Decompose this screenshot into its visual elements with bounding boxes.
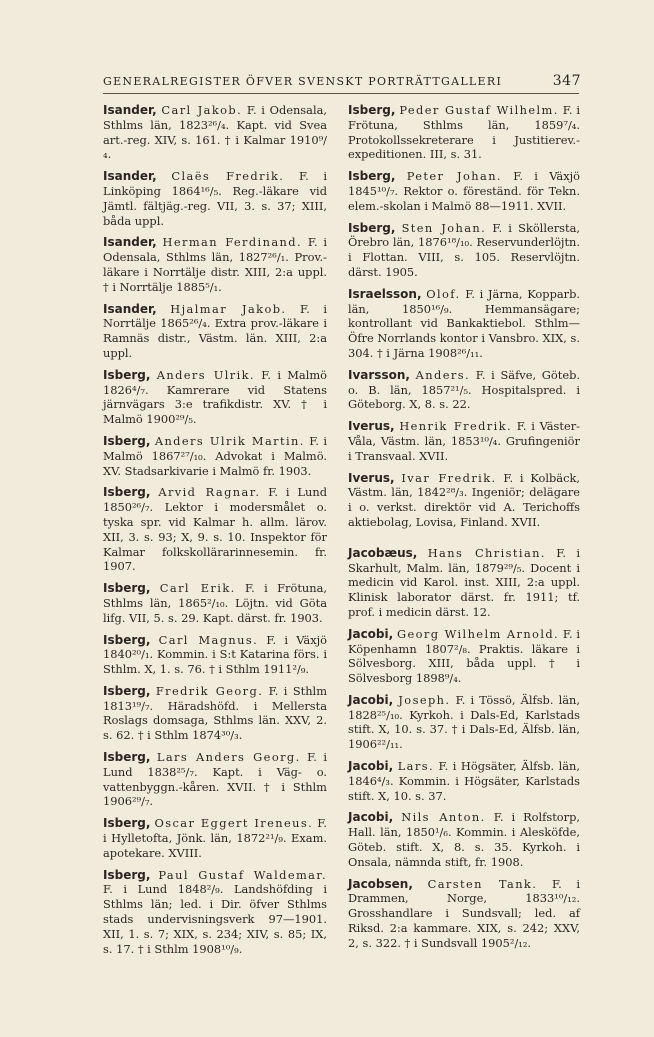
entry-surname: Jacobæus, [348, 545, 418, 560]
register-entry [103, 684, 327, 743]
register-entry [348, 471, 580, 530]
register-entry [103, 816, 327, 860]
entry-surname: Isberg, [103, 632, 151, 647]
entry-text: F. i Kolbäck, Västm. län, 1842²⁸/₃. Ingeniör; delägare i o. verkst. direktör vid A. Terichoffs aktiebolag, Lovisa, Finland. XVII. [348, 470, 581, 529]
register-entry [103, 368, 327, 427]
entry-text: F. i Malmö 1826⁴/₇. Kamrerare vid Statens järnvägars 3:e trafikdistr. XV. † i Malmö 1900²⁹/₅. [103, 367, 328, 427]
entry-given-names: Olof. [426, 286, 461, 301]
running-title: GENERALREGISTER ÖFVER SVENSKT PORTRÄTTGALLERI [103, 75, 503, 88]
entry-surname: Isberg, [103, 581, 151, 596]
register-entry [348, 103, 580, 162]
register-entry [103, 235, 327, 294]
entry-surname: Isberg, [103, 367, 151, 382]
entry-surname: Isberg, [103, 750, 151, 765]
entry-text: F. i Rolfstorp, Hall. län, 1850¹/₆. Kommin. i Alesköfde, Göteb. stift. X, 8. s. 35. Kyrkoh. i Onsala, nämnda stift, fr. 1908. [348, 810, 581, 869]
entry-surname: Jacobi, [348, 759, 394, 774]
register-entry [103, 868, 327, 957]
entry-text: F. i Sthlm 1813¹⁹/₇. Häradshöfd. i Mellersta Roslags domsaga, Sthlms län. XXV, 2. s. 62. † i Sthlm 1874³⁰/₃. [103, 683, 328, 743]
entry-surname: Ivarsson, [348, 367, 410, 382]
entry-given-names: Carl Magnus. [158, 632, 259, 647]
entry-surname: Isberg, [103, 485, 151, 500]
entry-surname: Isberg, [103, 433, 151, 448]
entry-given-names: Herman Ferdinand. [162, 235, 302, 250]
register-entry [348, 693, 580, 752]
entry-given-names: Anders. [415, 367, 470, 382]
entry-text: F. i Linköping 1864¹⁶/₅. Reg.-läkare vid Jämtl. fältjäg.-reg. VII, 3. s. 37; XIII, båda uppl. [103, 169, 327, 228]
entry-given-names: Peter Johan. [406, 169, 502, 184]
entry-text: F. i Växjö 1845¹⁰/₇. Rektor o. föreständ. för Tekn. elem.-skolan i Malmö 88—1911. XVII. [348, 169, 581, 213]
entry-given-names: Fredrik Georg. [155, 683, 264, 698]
entry-given-names: Claës Fredrik. [171, 169, 285, 184]
entry-given-names: Carsten Tank. [427, 876, 538, 891]
entry-given-names: Sten Johan. [401, 220, 487, 235]
entry-given-names: Arvid Ragnar. [158, 485, 261, 500]
register-entry [103, 633, 327, 677]
register-entry [103, 302, 327, 361]
entry-given-names: Hjalmar Jakob. [170, 301, 287, 316]
entry-surname: Isberg, [348, 103, 396, 117]
register-entry [348, 546, 580, 620]
entry-text: F. i Sköllersta, Örebro län, 1876¹⁸/₁₀. Reservunderlöjtn. i Flottan. VIII, s. 105. Reservlöjtn. därst. 1905. [348, 220, 580, 279]
entry-surname: Israelsson, [348, 286, 422, 301]
entry-text: F. i Växjö 1840²⁰/₁. Kommin. i S:t Katarina förs. i Sthlm. X, 1. s. 76. † i Sthlm 1911²/₉. [103, 632, 328, 677]
entry-surname: Jacobsen, [348, 876, 413, 891]
entry-surname: Isander, [103, 235, 157, 250]
register-entry [348, 287, 580, 361]
entry-given-names: Hans Christian. [427, 545, 546, 560]
register-entry [348, 221, 580, 280]
register-entry [103, 581, 327, 625]
entry-text: F. i Säfve, Göteb. o. B. län, 1857²¹/₅. Hospitalspred. i Göteborg. X, 8. s. 22. [348, 367, 580, 412]
entry-text: F. i Väster-Våla, Västm. län, 1853¹⁰/₄. Grufingeniör i Transvaal. XVII. [348, 419, 580, 463]
entry-text: F. i Lund 1850²⁶/₇. Lektor i modersmålet o. tyska spr. vid Kalmar h. allm. lärov. XII, 3. s. 93; X, 9. s. 10. Inspektor för Kalmar folkskollärarinnesemin. fr. 1907. [103, 485, 328, 574]
entry-text: F. i Frötuna, Sthlms län, 1859⁷/₄. Protokollssekreterare i Justitierev.-expeditionen. III, s. 31. [348, 103, 581, 162]
entry-given-names: Henrik Fredrik. [399, 419, 513, 434]
entry-surname: Isander, [103, 301, 157, 316]
entry-given-names: Georg Wilhelm Arnold. [396, 626, 560, 641]
entry-text: F. i Järna, Kopparb. län, 1850¹⁶/₉. Hemmansägare; kontrollant vid Bankaktiebol. Sthlm—Öfre Norrlands kontor i Vansbro. XIX, s. 304. † i Järna 1908²⁶/₁₁. [348, 286, 581, 360]
entry-surname: Isberg, [103, 867, 151, 882]
entry-given-names: Anders Ulrik Martin. [154, 433, 305, 448]
entry-text: F. i Norrtälje 1865²⁶/₄. Extra prov.-läkare i Ramnäs distr., Västm. län. XIII, 2:a uppl. [103, 301, 328, 360]
entry-surname: Isberg, [103, 683, 151, 698]
entry-text: F. i Högsäter, Älfsb. län, 1846⁴/₃. Kommin. i Högsäter, Karlstads stift. X, 10. s. 37. [348, 759, 581, 803]
entry-given-names: Ivar Fredrik. [401, 470, 497, 485]
register-entry [348, 759, 580, 803]
entry-surname: Jacobi, [348, 692, 394, 707]
entry-text: F. i Skarhult, Malm. län, 1879²⁹/₅. Docent i medicin vid Karol. inst. XIII, 2:a uppl. Klinisk laborator därst. fr. 1911; tf. prof. i medicin därst. 12. [348, 545, 581, 619]
header-rule [103, 93, 579, 94]
left-column [103, 103, 327, 963]
register-entry [348, 810, 580, 869]
entry-text: F. i Odensala, Sthlms län, 1823²⁶/₄. Kapt. vid Svea art.-reg. XIV, s. 161. † i Kalmar 1910⁹/₄. [103, 103, 328, 162]
entry-text: F. i Odensala, Sthlms län, 1827²⁶/₁. Prov.-läkare i Norrtälje distr. XIII, 2:a uppl. † i Norrtälje 1885⁵/₁. [103, 235, 328, 294]
entry-surname: Iverus, [348, 470, 395, 485]
register-entry [348, 877, 580, 951]
register-entry [103, 434, 327, 478]
register-entry [348, 368, 580, 412]
entry-surname: Isberg, [103, 816, 151, 831]
register-entry [348, 627, 580, 686]
entry-text: F. i Lund 1838²⁵/₇. Kapt. i Väg- o. vattenbyggn.-kåren. XVII. † i Sthlm 1906²⁹/₇. [103, 750, 327, 809]
right-column [348, 103, 580, 958]
register-entry [348, 419, 580, 463]
entry-given-names: Paul Gustaf Waldemar. [158, 867, 327, 882]
entry-text: F. i Köpenhamn 1807²/₈. Praktis. läkare i Sölvesborg. XIII, båda uppl. † i Sölvesborg 1898⁹/₄. [348, 626, 581, 686]
entry-surname: Isander, [103, 169, 157, 184]
entry-given-names: Joseph. [398, 692, 451, 707]
entry-surname: Isander, [103, 103, 157, 117]
entry-given-names: Anders Ulrik. [156, 367, 255, 382]
entry-surname: Jacobi, [348, 626, 394, 641]
entry-text: F. i Drammen, Norge, 1833¹⁰/₁₂. Grosshandlare i Sundsvall; led. af Riksd. 2:a kammare. XIX, s. 242; XXV, 2, s. 322. † i Sundsvall 1905²/₁₂. [348, 876, 580, 950]
entry-text: F. i Lund 1848²/₉. Landshöfding i Sthlms län; led. i Dir. öfver Sthlms stads undervisningsverk 97—1901. XII, 1. s. 7; XIX, s. 234; XIV, s. 85; IX, s. 17. † i Sthlm 1908¹⁰/₉. [103, 882, 327, 956]
register-entry [103, 169, 327, 228]
register-entry [348, 169, 580, 213]
page-header [103, 73, 581, 93]
entry-text: F. i Malmö 1867²⁷/₁₀. Advokat i Malmö. XV. Stadsarkivarie i Malmö fr. 1903. [103, 433, 328, 478]
entry-given-names: Peder Gustaf Wilhelm. [399, 103, 559, 117]
entry-surname: Isberg, [348, 169, 396, 184]
entry-given-names: Nils Anton. [401, 810, 486, 825]
entry-text: F. i Tössö, Älfsb. län, 1828²⁵/₁₀. Kyrkoh. i Dals-Ed, Karlstads stift. X, 10. s. 37. † i Dals-Ed, Älfsb. län, 1906²²/₁₁. [348, 692, 580, 752]
entry-surname: Jacobi, [348, 810, 394, 825]
register-entry [103, 103, 327, 162]
register-entry [103, 485, 327, 574]
entry-surname: Isberg, [348, 220, 396, 235]
page-number: 347 [552, 73, 581, 89]
entry-given-names: Carl Erik. [159, 581, 236, 596]
entry-surname: Iverus, [348, 419, 395, 434]
entry-given-names: Lars Anders Georg. [156, 750, 301, 765]
entry-given-names: Carl Jakob. [161, 103, 243, 117]
entry-text: F. i Frötuna, Sthlms län, 1865²/₁₀. Löjtn. vid Göta lifg. VII, 5. s. 29. Kapt. därst. fr. 1903. [103, 581, 327, 625]
register-entry [103, 750, 327, 809]
entry-text: F. i Hylletofta, Jönk. län, 1872²¹/₉. Exam. apotekare. XVIII. [103, 816, 328, 860]
entry-given-names: Lars. [397, 759, 434, 774]
entry-given-names: Oscar Eggert Ireneus. [154, 816, 314, 831]
